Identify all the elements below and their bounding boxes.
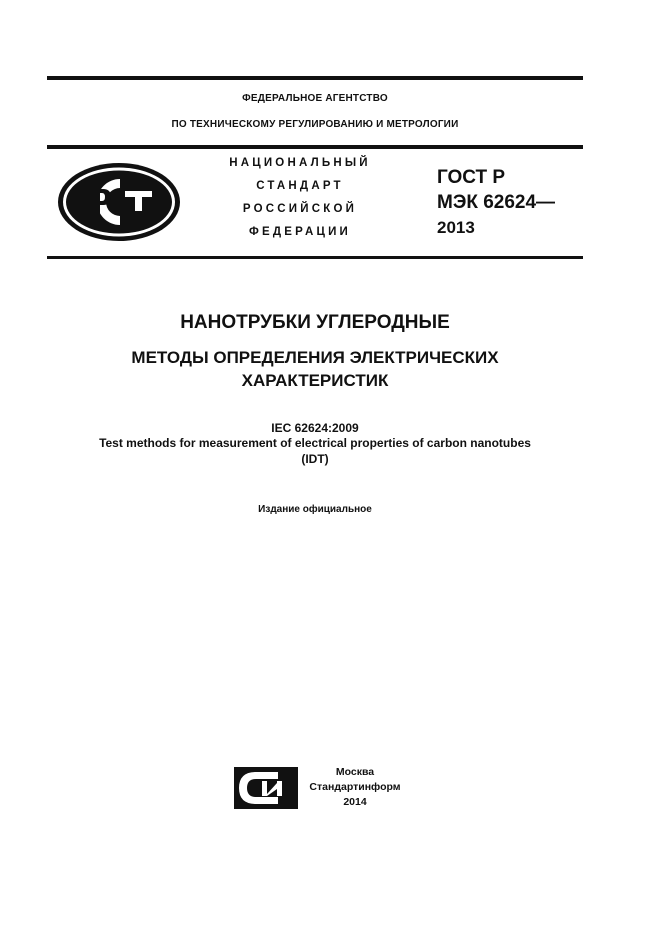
standard-type-line-3: РОССИЙСКОЙ	[242, 203, 358, 215]
top-rule	[47, 76, 583, 80]
designation-line-3: 2013	[437, 218, 475, 237]
header-rule	[47, 145, 583, 149]
agency-line-2: ПО ТЕХНИЧЕСКОМУ РЕГУЛИРОВАНИЮ И МЕТРОЛОГИИ	[171, 119, 459, 130]
publisher-year: 2014	[343, 796, 367, 808]
designation-line-1: ГОСТ Р	[437, 167, 506, 188]
agency-line-1: ФЕДЕРАЛЬНОЕ АГЕНТСТВО	[242, 93, 388, 104]
reference-degree: (IDT)	[301, 452, 329, 466]
edition-label: Издание официальное	[258, 504, 372, 515]
reference-title: Test methods for measurement of electrical properties of carbon nanotubes	[99, 436, 531, 450]
document-title: НАНОТРУБКИ УГЛЕРОДНЫЕ	[180, 312, 450, 333]
rst-certification-logo-icon	[56, 161, 182, 243]
bottom-header-rule	[47, 256, 583, 259]
designation-line-2: МЭК 62624—	[437, 192, 556, 213]
reference-code: IEC 62624:2009	[271, 421, 359, 435]
document-subtitle-line-2: ХАРАКТЕРИСТИК	[241, 371, 389, 390]
standard-type-line-4: ФЕДЕРАЦИИ	[248, 226, 352, 238]
publisher-name: Стандартинформ	[309, 781, 401, 793]
standartinform-logo-icon	[234, 767, 298, 809]
publisher-city: Москва	[335, 766, 375, 778]
document-subtitle-line-1: МЕТОДЫ ОПРЕДЕЛЕНИЯ ЭЛЕКТРИЧЕСКИХ	[131, 348, 499, 367]
standard-type-line-2: СТАНДАРТ	[256, 180, 344, 192]
standard-type-line-1: НАЦИОНАЛЬНЫЙ	[229, 157, 371, 169]
